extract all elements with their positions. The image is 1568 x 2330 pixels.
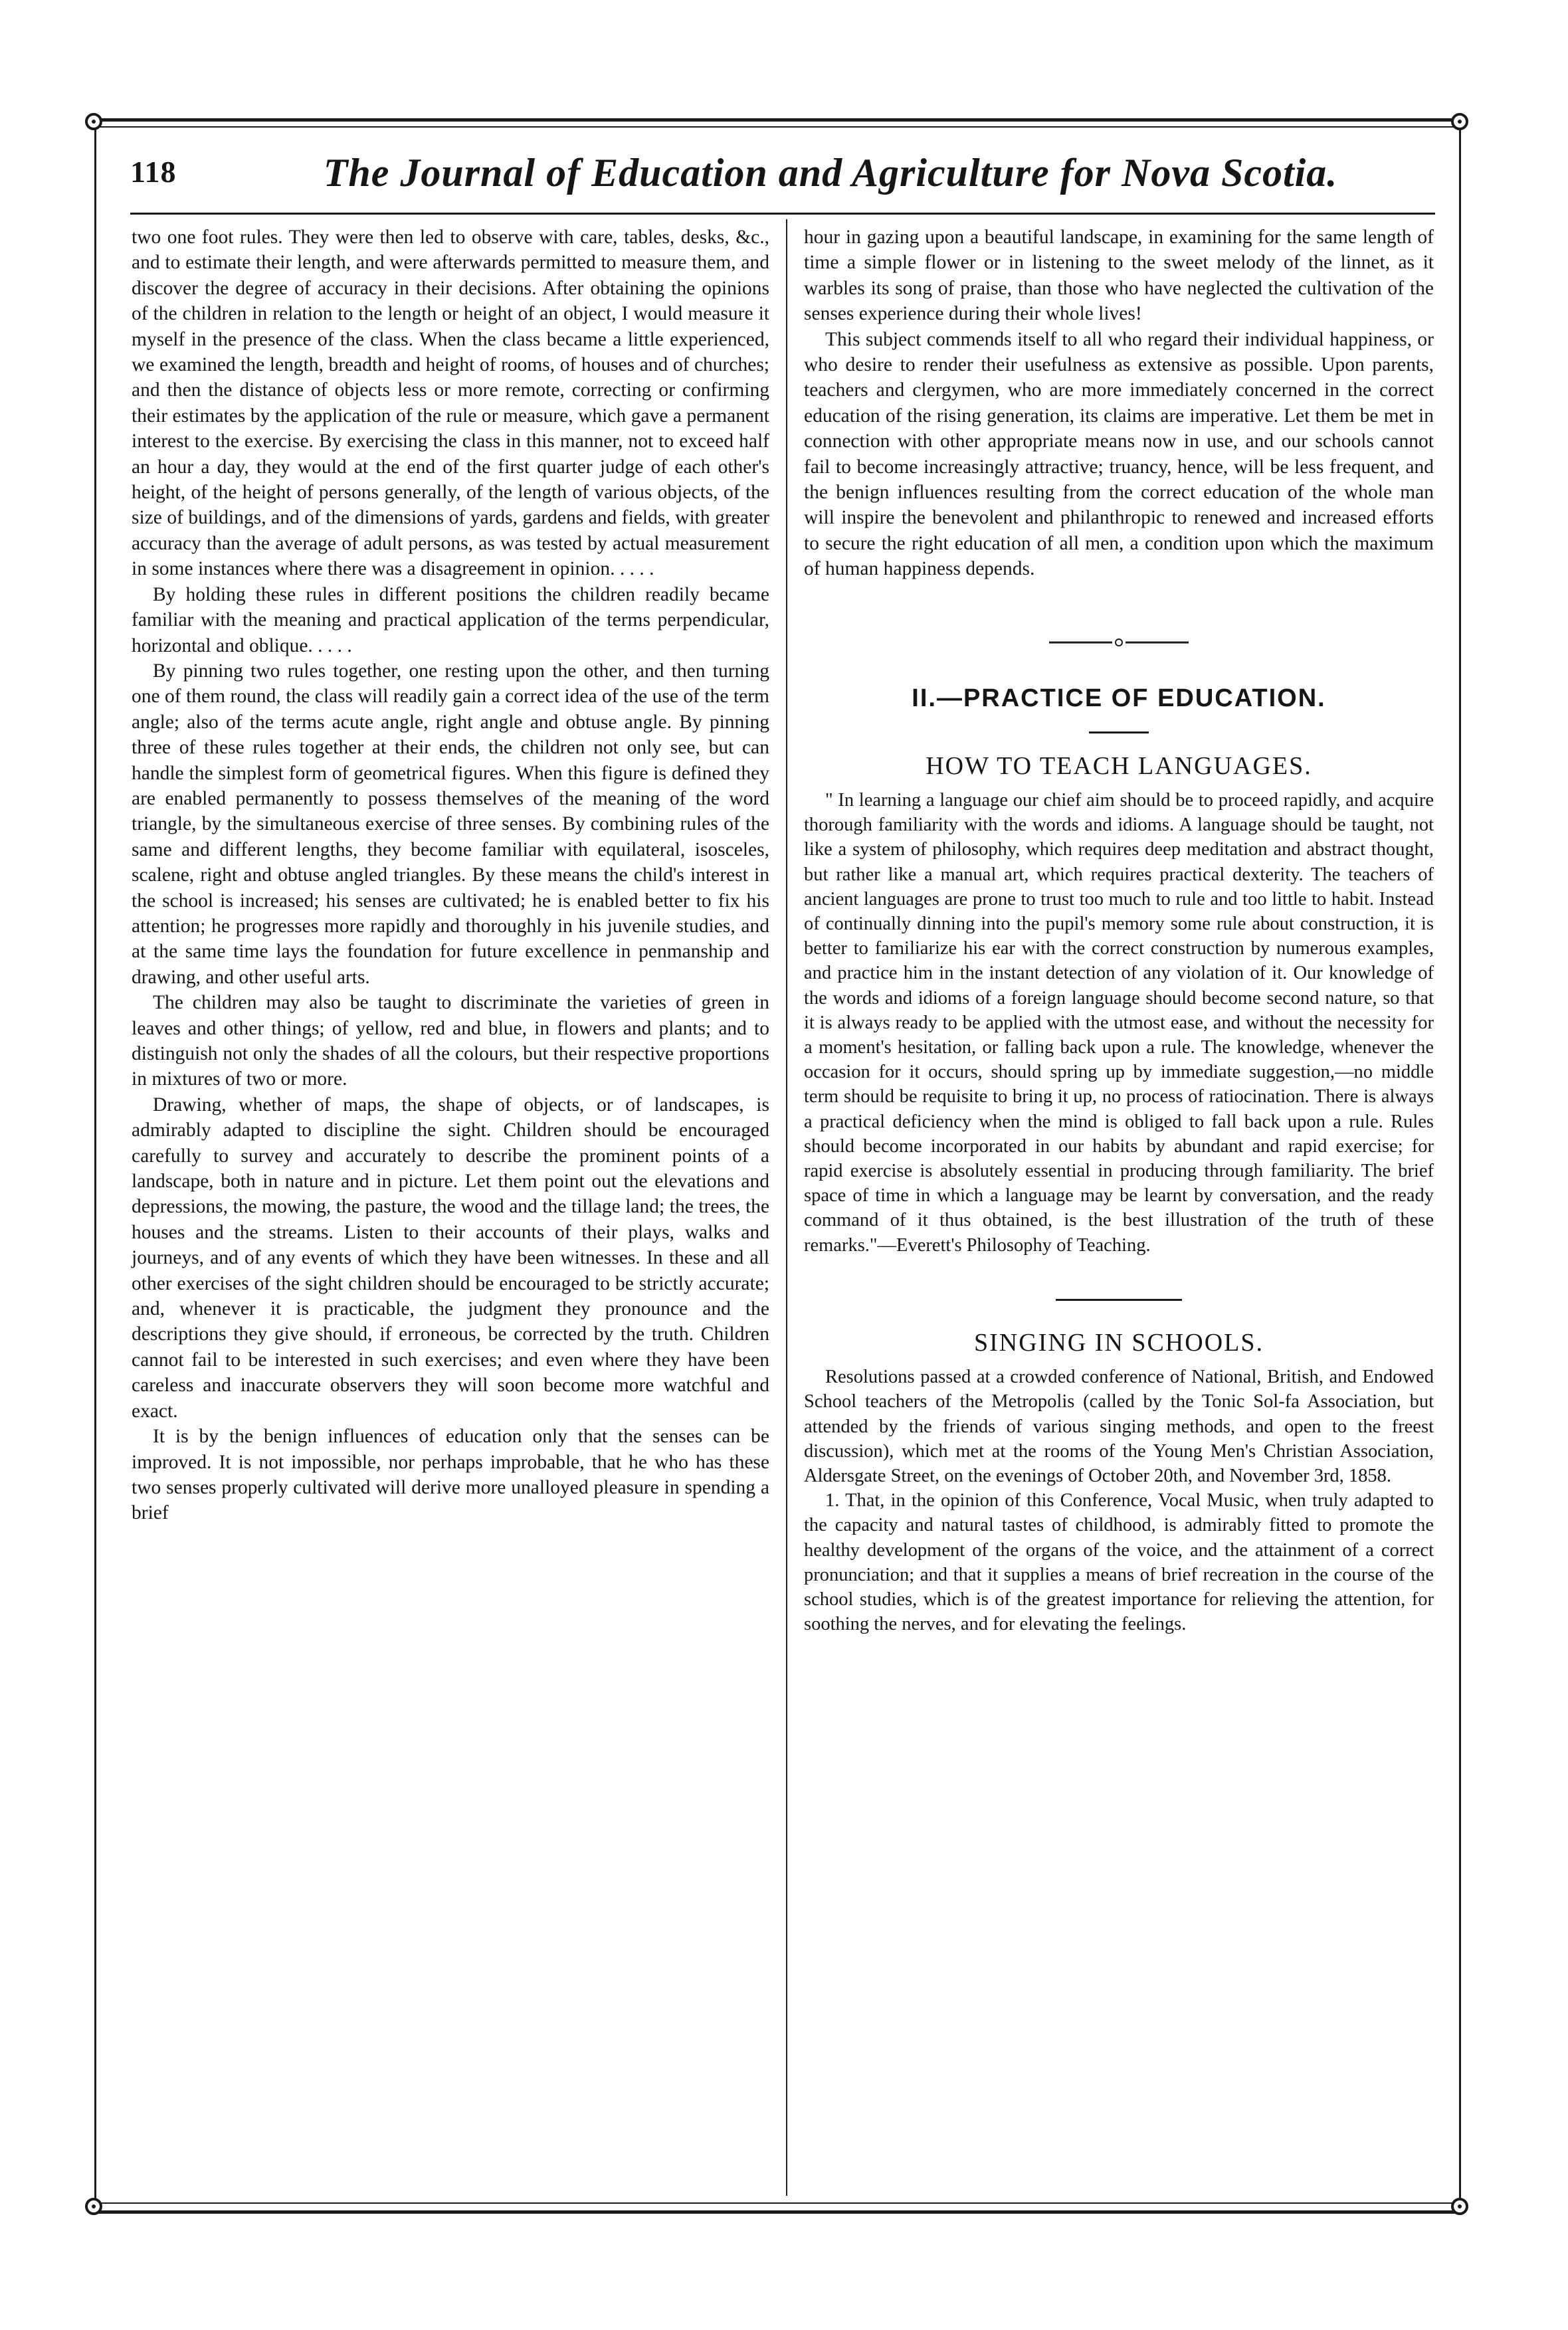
header-rule — [130, 213, 1435, 215]
corner-ornament-icon — [1451, 2198, 1468, 2215]
paragraph: hour in gazing upon a beautiful landscape, in examining for the same length of time a simple flower or in listening to the sweet melody of the linnet, as it warbles its song of praise, than those who have neglected the cultivation of the senses experience during their whole lives! — [804, 227, 1434, 325]
paragraph: By holding these rules in different positions the children readily became familiar with the meaning and practical application of the terms perpendicular, horizontal and oblique. . . . . — [132, 583, 769, 656]
page-number: 118 — [130, 155, 177, 189]
ornamental-rule-icon — [1049, 637, 1189, 648]
frame-bottom-rule-thin — [93, 2202, 1462, 2204]
right-column — [804, 225, 1434, 1636]
heading-rule — [1089, 731, 1149, 733]
column-divider — [786, 219, 787, 2196]
frame-top-rule-thin — [93, 126, 1462, 128]
section-divider-ornament — [804, 630, 1434, 655]
frame-top-rule — [93, 118, 1462, 122]
corner-ornament-icon — [85, 2198, 102, 2215]
paragraph: This subject commends itself to all who regard their individual happiness, or who desire to render their usefulness as extensive as possible. Upon parents, teachers and clergymen, who are more immediately concerned in the correct education of the rising generation, its claims are imperative. Let them be met in connection with other appropriate means now in use, and our schools cannot fail to become increasingly attractive; truancy, hence, will be less frequent, and the benign influences resulting from the correct education of the whole man will inspire the benevolent and philanthropic to renewed and increased efforts to secure the right education of all men, a condition upon which the maximum of human happiness depends. — [804, 328, 1434, 580]
corner-ornament-icon — [1451, 113, 1468, 130]
section-heading: II.—PRACTICE OF EDUCATION. — [912, 684, 1326, 713]
corner-ornament-icon — [85, 113, 102, 130]
paragraph: Drawing, whether of maps, the shape of objects, or of landscapes, is admirably adapted to discipline the sight. Children should be encouraged carefully to survey and accurately to describe the prominent points of a landscape, both in nature and in picture. Let them point out the elevations and depressions, the mowing, the pasture, the wood and the tillage land; the trees, the houses and the streams. Listen to their accounts of their plays, walks and journeys, and of any events of which they have been witnesses. In these and all other exercises of the sight children should be encouraged to be strictly accurate; and, whenever it is practicable, the judgment they pronounce and the descriptions they give should, if erroneous, be corrected by the truth. Children cannot fail to be interested in such exercises; and even where they have been careless and inaccurate observers they will soon become more watchful and exact. — [132, 1094, 769, 1422]
article-title: HOW TO TEACH LANGUAGES. — [926, 751, 1312, 780]
frame-left-rule — [94, 123, 96, 2209]
frame-right-rule — [1459, 123, 1461, 2209]
journal-title: The Journal of Education and Agriculture for Nova Scotia. — [323, 151, 1338, 195]
article-body: Resolutions passed at a crowded conference of National, British, and Endowed School teachers of the Metropolis (called by the Tonic Sol-fa Association, but attended by the friends of various singing methods, and open to the freest discussion), which met at the rooms of the Young Men's Christian Association, Aldersgate Street, on the evenings of October 20th, and November 3rd, 1858. — [804, 1367, 1434, 1486]
article-separator-rule — [1056, 1299, 1182, 1301]
frame-bottom-rule — [93, 2210, 1462, 2214]
paragraph: The children may also be taught to discriminate the varieties of green in leaves and other things; of yellow, red and blue, in flowers and plants; and to distinguish not only the shades of all the colours, but their respective proportions in mixtures of two or more. — [132, 992, 769, 1090]
article-body: 1. That, in the opinion of this Conference, Vocal Music, when truly adapted to the capacity and natural tastes of childhood, is admirably fitted to promote the healthy development of the organs of the voice, and the attainment of a correct pronunciation; and that it supplies a means of brief recreation in the course of the school studies, which is of the greatest importance for relieving the attention, for soothing the nerves, and for elevating the feelings. — [804, 1490, 1434, 1635]
left-column — [132, 225, 769, 1526]
paragraph: two one foot rules. They were then led to observe with care, tables, desks, &c., and to estimate their length, and were afterwards permitted to measure them, and discover the degree of accuracy in their decisions. After obtaining the opinions of the children in relation to the length or height of an object, I would measure it myself in the presence of the class. When the class became a little experienced, we examined the length, breadth and height of rooms, of houses and of churches; and then the distance of objects less or more remote, correcting or confirming their estimates by the application of the rule or measure, which gave a permanent interest to the exercise. By exercising the class in this manner, not to exceed half an hour a day, they would at the end of the first quarter judge of each other's height, of the height of persons generally, of the length of various objects, of the size of buildings, and of the dimensions of yards, gardens and fields, with greater accuracy than the average of adult persons, as was tested by actual measurement in some instances where there was a disagreement in opinion. . . . . — [132, 227, 769, 580]
paragraph: By pinning two rules together, one resting upon the other, and then turning one of them round, the class will readily gain a correct idea of the use of the term angle; also of the terms acute angle, right angle and obtuse angle. By pinning three of these rules together at their ends, the children not only see, but can handle the simplest form of geometrical figures. When this figure is defined they are enabled permanently to possess themselves of the meaning of the word triangle, by the simultaneous exercise of three senses. By combining rules of the same and different lengths, they become familiar with equilateral, isosceles, scalene, right and obtuse angled triangles. By these means the child's interest in the school is increased; his senses are cultivated; he is enabled better to fix his attention; he progresses more rapidly and thoroughly in his juvenile studies, and at the same time lays the foundation for future excellence in penmanship and drawing, and other useful arts. — [132, 660, 769, 988]
article-body: " In learning a language our chief aim should be to proceed rapidly, and acquire thorough familiarity with the words and idioms. A language should be taught, not like a system of philosophy, which requires deep meditation and abstract thought, but rather like a manual art, which requires practical dexterity. The teachers of ancient languages are prone to trust too much to rule and too little to habit. Instead of continually dinning into the pupil's memory some rule about construction, it is better to familiarize his ear with the correct construction by numerous examples, and practice him in the instant detection of any violation of it. Our knowledge of the words and idioms of a foreign language should become second nature, so that it is always ready to be applied with the utmost ease, and without the necessity for a moment's hesitation, or falling back upon a rule. The knowledge, whenever the occasion for it occurs, should spring up by immediate suggestion,—no middle term should be requisite to bring it up, no process of ratiocination. There is always a practical deficiency when the mind is obliged to fall back upon a rule. Rules should become incorporated in our habits by abundant and rapid exercise; for rapid exercise is absolutely essential in producing through familiarity. The brief space of time in which a language may be learnt by conversation, and the ready command of it thus obtained, is the best illustration of the truth of these remarks."—Everett's Philosophy of Teaching. — [804, 789, 1434, 1256]
paragraph: It is by the benign influences of education only that the senses can be improved. It is not impossible, nor perhaps improbable, that he who has these two senses properly cultivated will derive more unalloyed pleasure in spending a brief — [132, 1426, 769, 1524]
article-title: SINGING IN SCHOOLS. — [974, 1328, 1264, 1357]
